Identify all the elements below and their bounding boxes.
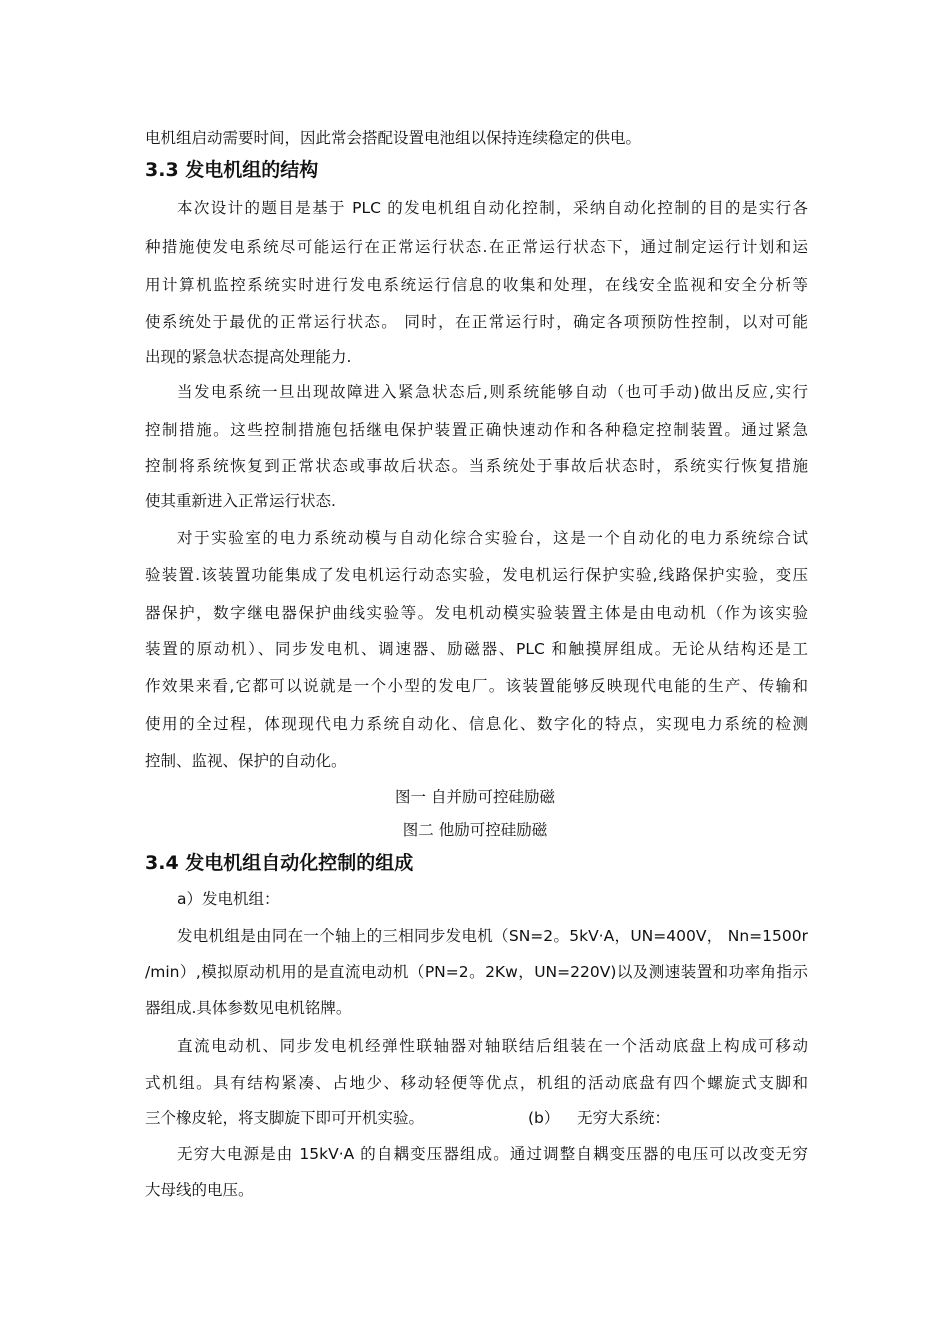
paragraph-line: 三个橡皮轮，将支脚旋下即可开机实验。 <box>145 1109 425 1127</box>
paragraph-line: 种措施使发电系统尽可能运行在正常运行状态.在正常运行状态下，通过制定运行计划和运 <box>145 238 808 256</box>
paragraph-line: /min）,模拟原动机用的是直流电动机（PN=2。2Kw，UN=220V)以及测速装置和功率角指示 <box>145 963 808 981</box>
paragraph-line: 出现的紧急状态提高处理能力. <box>145 348 352 366</box>
paragraph-line: 控制将系统恢复到正常状态或事故后状态。当系统处于事故后状态时，系统实行恢复措施 <box>145 457 808 475</box>
paragraph-line: 验装置.该装置功能集成了发电机运行动态实验，发电机运行保护实验,线路保护实验，变压 <box>145 566 808 584</box>
section-heading-3-3: 3.3 发电机组的结构 <box>145 159 319 181</box>
paragraph-line: 对于实验室的电力系统动模与自动化综合实验台，这是一个自动化的电力系统综合试 <box>177 529 808 547</box>
paragraph-line: 使用的全过程，体现现代电力系统自动化、信息化、数字化的特点，实现电力系统的检测 <box>145 715 808 733</box>
paragraph-line: 控制措施。这些控制措施包括继电保护装置正确快速动作和各种稳定控制装置。通过紧急 <box>145 421 808 439</box>
paragraph-line: 直流电动机、同步发电机经弹性联轴器对轴联结后组装在一个活动底盘上构成可移动 <box>177 1037 808 1055</box>
paragraph-line: 当发电系统一旦出现故障进入紧急状态后,则系统能够自动（也可手动)做出反应,实行 <box>177 383 808 401</box>
figure-caption-2: 图二 他励可控硅励磁 <box>402 821 548 839</box>
paragraph-line: 用计算机监控系统实时进行发电系统运行信息的收集和处理，在线安全监视和安全分析等 <box>145 276 808 294</box>
paragraph-line: 使其重新进入正常运行状态. <box>145 492 336 510</box>
paragraph-line: 控制、监视、保护的自动化。 <box>145 752 347 770</box>
paragraph-line: 装置的原动机）、同步发电机、调速器、励磁器、PLC 和触摸屏组成。无论从结构还是工 <box>145 640 808 658</box>
paragraph-line: 使系统处于最优的正常运行状态。 同时，在正常运行时，确定各项预防性控制，以对可能 <box>145 313 808 331</box>
paragraph-line: 大母线的电压。 <box>145 1181 254 1199</box>
list-item-b-marker: (b） <box>528 1109 560 1127</box>
paragraph-line: 式机组。具有结构紧凑、占地少、移动轻便等优点，机组的活动底盘有四个螺旋式支脚和 <box>145 1074 808 1092</box>
figure-caption-1: 图一 自并励可控硅励磁 <box>395 788 555 806</box>
paragraph-line: 本次设计的题目是基于 PLC 的发电机组自动化控制，采纳自动化控制的目的是实行各 <box>177 199 808 217</box>
paragraph-line: 电机组启动需要时间，因此常会搭配设置电池组以保持连续稳定的供电。 <box>145 129 642 147</box>
paragraph-line: 器组成.具体参数见电机铭牌。 <box>145 999 352 1017</box>
paragraph-line: 无穷大电源是由 15kV·A 的自耦变压器组成。通过调整自耦变压器的电压可以改变无穷 <box>177 1145 808 1163</box>
section-heading-3-4: 3.4 发电机组自动化控制的组成 <box>145 852 414 874</box>
paragraph-line: 器保护，数字继电器保护曲线实验等。发电机动模实验装置主体是由电动机（作为该实验 <box>145 604 808 622</box>
list-item-a: a）发电机组： <box>177 890 280 908</box>
list-item-b-label: 无穷大系统： <box>577 1109 671 1127</box>
paragraph-line: 发电机组是由同在一个轴上的三相同步发电机（SN=2。5kV·A，UN=400V， Nn=1500r <box>177 927 808 945</box>
paragraph-line: 作效果来看,它都可以说就是一个小型的发电厂。该装置能够反映现代电能的生产、传输和 <box>145 677 808 695</box>
